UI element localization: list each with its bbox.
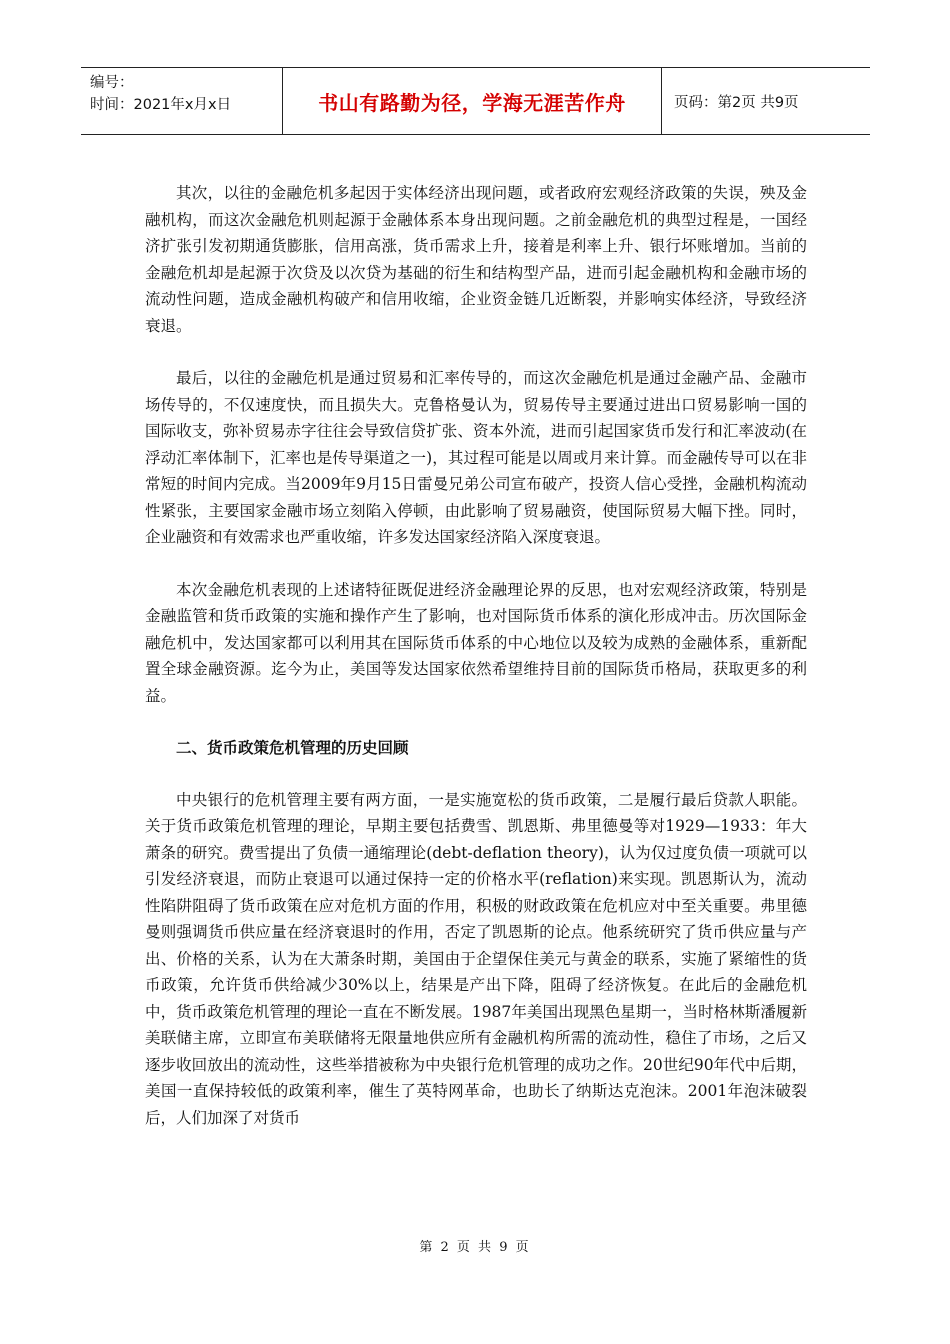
header-meta-cell (81, 68, 283, 134)
body-paragraph: 最后，以往的金融危机是通过贸易和汇率传导的，而这次金融危机是通过金融产品、金融市场传导的，不仅速度快，而且损失大。克鲁格曼认为，贸易传导主要通过进出口贸易影响一国的国际收支，弥补贸易赤字往往会导致信贷扩张、资本外流，进而引起国家货币发行和汇率波动(在浮动汇率体制下，汇率也是传导渠道之一)，其过程可能是以周或月来计算。而金融传导可以在非常短的时间内完成。当2009年9月15日雷曼兄弟公司宣布破产，投资人信心受挫，金融机构流动性紧张，主要国家金融市场立刻陷入停顿，由此影响了贸易融资，使国际贸易大幅下挫。同时，企业融资和有效需求也严重收缩，许多发达国家经济陷入深度衰退。 (145, 369, 807, 546)
document-time-label: 时间：2021年x月x日 (90, 97, 232, 113)
header-motto: 书山有路勤为径，学海无涯苦作舟 (318, 90, 626, 115)
section-heading: 二、货币政策危机管理的历史回顾 (176, 739, 409, 757)
body-paragraph: 其次，以往的金融危机多起因于实体经济出现问题，或者政府宏观经济政策的失误，殃及金融机构，而这次金融危机则起源于金融体系本身出现问题。之前金融危机的典型过程是，一国经济扩张引发初期通货膨胀，信用高涨，货币需求上升，接着是利率上升、银行坏账增加。当前的金融危机却是起源于次贷及以次贷为基础的衍生和结构型产品，进而引起金融机构和金融市场的流动性问题，造成金融机构破产和信用收缩，企业资金链几近断裂，并影响实体经济，导致经济衰退。 (145, 184, 807, 335)
document-body (145, 180, 807, 1157)
header-motto-cell (283, 68, 662, 134)
page-footer: 第 2 页 共 9 页 (419, 1240, 531, 1255)
header-page-info: 页码：第2页 共9页 (674, 94, 799, 111)
body-paragraph: 中央银行的危机管理主要有两方面，一是实施宽松的货币政策，二是履行最后贷款人职能。关于货币政策危机管理的理论，早期主要包括费雪、凯恩斯、弗里德曼等对1929—1933：年大萧条的研究。费雪提出了负债一通缩理论(debt-deflation theory)，认为仅过度负债一项就可以引发经济衰退，而防止衰退可以通过保持一定的价格水平(reflation)来实现。凯恩斯认为，流动性陷阱阻碍了货币政策在应对危机方面的作用，积极的财政政策在危机应对中至关重要。弗里德曼则强调货币供应量在经济衰退时的作用，否定了凯恩斯的论点。他系统研究了货币供应量与产出、价格的关系，认为在大萧条时期，美国由于企望保住美元与黄金的联系，实施了紧缩性的货币政策，允许货币供给减少30%以上，结果是产出下降，阻碍了经济恢复。在此后的金融危机中，货币政策危机管理的理论一直在不断发展。1987年美国出现黑色星期一，当时格林斯潘履新美联储主席，立即宣布美联储将无限量地供应所有金融机构所需的流动性，稳住了市场，之后又逐步收回放出的流动性，这些举措被称为中央银行危机管理的成功之作。20世纪90年代中后期，美国一直保持较低的政策利率，催生了英特网革命，也助长了纳斯达克泡沫。2001年泡沫破裂后，人们加深了对货币 (145, 790, 807, 1127)
document-number-label: 编号： (90, 75, 134, 91)
header-page-cell (662, 68, 870, 134)
body-paragraph: 本次金融危机表现的上述诸特征既促进经济金融理论界的反思，也对宏观经济政策，特别是金融监管和货币政策的实施和操作产生了影响，也对国际货币体系的演化形成冲击。历次国际金融危机中，发达国家都可以利用其在国际货币体系的中心地位以及较为成熟的金融体系，重新配置全球金融资源。迄今为止，美国等发达国家依然希望维持目前的国际货币格局，获取更多的利益。 (145, 580, 807, 705)
page-header (81, 67, 870, 135)
